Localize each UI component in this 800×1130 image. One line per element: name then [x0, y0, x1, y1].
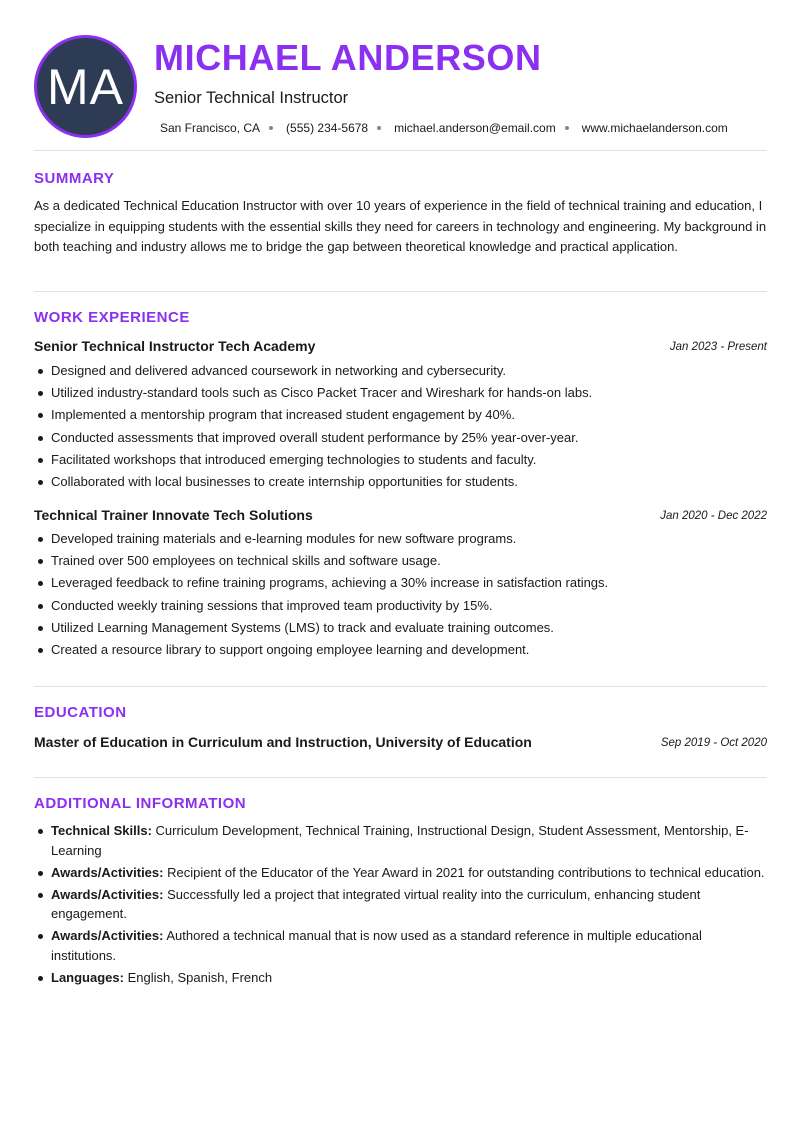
- contact-location: San Francisco, CA: [160, 121, 261, 135]
- contact-phone[interactable]: (555) 234-5678: [286, 121, 369, 135]
- contact-website[interactable]: www.michaelanderson.com: [581, 121, 728, 135]
- candidate-role: Senior Technical Instructor: [154, 89, 349, 107]
- list-item: [34, 926, 769, 965]
- item-text: English, Spanish, French: [127, 969, 273, 985]
- list-item: Leveraged feedback to refine training programs, achieving a 30% increase in satisfaction ratings.: [34, 572, 769, 594]
- divider: [34, 686, 767, 687]
- summary-heading: SUMMARY: [34, 170, 115, 187]
- divider: [34, 777, 767, 778]
- list-item: Implemented a mentorship program that increased student engagement by 40%.: [34, 404, 769, 426]
- separator-dot: [377, 126, 381, 130]
- list-item: [34, 863, 769, 883]
- list-item: [34, 821, 769, 860]
- job-dates: Jan 2020 - Dec 2022: [660, 510, 767, 522]
- job-bullets: [34, 360, 769, 493]
- list-item: Conducted weekly training sessions that improved team productivity by 15%.: [34, 595, 769, 617]
- item-label: Languages:: [51, 969, 124, 985]
- item-text: Curriculum Development, Technical Training, Instructional Design, Student Assessment, Mentorship, E-Learning: [51, 823, 749, 858]
- avatar-initials: MA: [47, 58, 124, 115]
- item-label: Awards/Activities:: [51, 864, 164, 880]
- additional-list: [34, 821, 769, 990]
- item-text: Recipient of the Educator of the Year Award in 2021 for outstanding contributions to technical education.: [167, 864, 765, 880]
- item-label: Awards/Activities:: [51, 886, 164, 902]
- summary-text: As a dedicated Technical Education Instructor with over 10 years of experience in the field of technical training and education, I specialize in equipping students with the essential skills they need for careers in technology and engineering. My background in both teaching and industry allows me to bridge the gap between theoretical knowledge and practical application.: [34, 198, 767, 254]
- list-item: Developed training materials and e-learning modules for new software programs.: [34, 528, 769, 550]
- list-item: Designed and delivered advanced coursework in networking and cybersecurity.: [34, 360, 769, 382]
- list-item: Facilitated workshops that introduced emerging technologies to students and faculty.: [34, 449, 769, 471]
- list-item: Collaborated with local businesses to create internship opportunities for students.: [34, 471, 769, 493]
- separator-dot: [269, 126, 273, 130]
- degree-title: Master of Education in Curriculum and Instruction, University of Education: [34, 734, 532, 750]
- candidate-name: MICHAEL ANDERSON: [154, 37, 542, 78]
- contact-email[interactable]: michael.anderson@email.com: [394, 121, 556, 135]
- contact-bar: [160, 120, 728, 136]
- item-label: Technical Skills:: [51, 823, 152, 838]
- list-item: [34, 885, 769, 924]
- list-item: Utilized Learning Management Systems (LMS) to track and evaluate training outcomes.: [34, 617, 769, 639]
- list-item: Created a resource library to support ongoing employee learning and development.: [34, 639, 769, 661]
- item-label: Awards/Activities:: [51, 928, 164, 943]
- list-item: Conducted assessments that improved overall student performance by 25% year-over-year.: [34, 427, 769, 449]
- job-heading: Senior Technical Instructor Tech Academy: [34, 338, 316, 354]
- additional-heading: ADDITIONAL INFORMATION: [34, 795, 247, 812]
- education-dates: Sep 2019 - Oct 2020: [660, 737, 767, 749]
- experience-heading: WORK EXPERIENCE: [34, 309, 190, 326]
- divider: [34, 291, 767, 292]
- avatar: [34, 35, 137, 138]
- education-heading: EDUCATION: [34, 704, 127, 721]
- separator-dot: [565, 126, 569, 130]
- job-dates: Jan 2023 - Present: [669, 341, 767, 353]
- item-text: Successfully led a project that integrated virtual reality into the curriculum, enhancing student engagement.: [51, 886, 701, 921]
- list-item: Trained over 500 employees on technical skills and software usage.: [34, 550, 769, 572]
- list-item: [34, 968, 769, 988]
- list-item: Utilized industry-standard tools such as Cisco Packet Tracer and Wireshark for hands-on labs.: [34, 382, 769, 404]
- job-bullets: [34, 528, 769, 661]
- item-text: Authored a technical manual that is now used as a standard reference in multiple educational institutions.: [51, 928, 702, 963]
- divider: [34, 150, 767, 151]
- job-heading: Technical Trainer Innovate Tech Solutions: [34, 507, 313, 523]
